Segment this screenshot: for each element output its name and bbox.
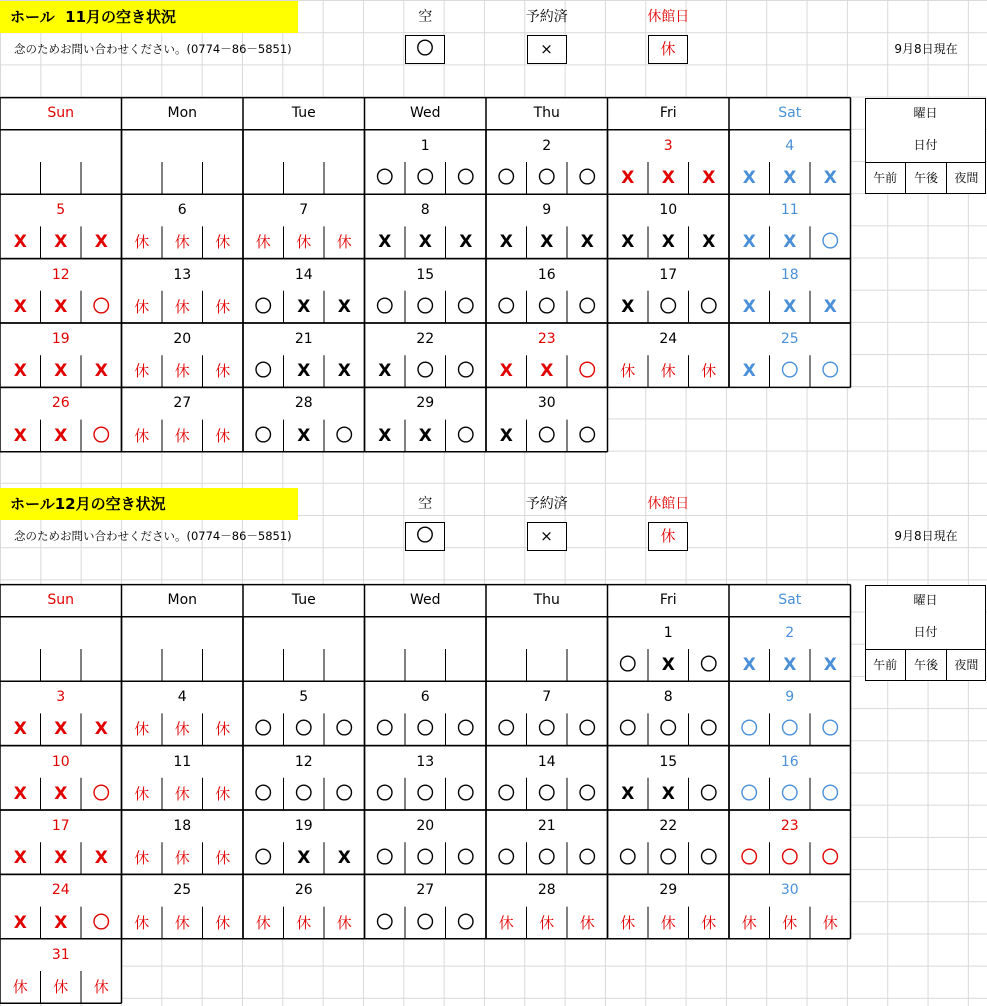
slot-afternoon-status[interactable]: X [54,425,68,446]
weekday-tue: Tue [291,104,316,121]
day-cell [365,617,487,681]
date-number: 10 [51,753,70,770]
date-number: 29 [659,882,678,899]
legend-available-symbol: 〇 [405,35,445,64]
legend-booked-label: 予約済 [525,496,568,512]
slot-night-status[interactable]: 休 [215,297,231,316]
slot-morning-status[interactable]: X [499,232,513,253]
date-number: 20 [173,331,192,347]
slot-afternoon-status[interactable]: 休 [782,913,798,932]
slot-night-status[interactable]: 〇 [700,848,718,869]
slot-night-status[interactable]: X [337,848,351,869]
legend-available-label: 空 [418,9,433,25]
date-number: 14 [294,266,313,283]
slot-afternoon-status[interactable]: 〇 [659,296,677,317]
slot-night-status[interactable]: 〇 [457,425,475,446]
date-number: 5 [299,689,309,706]
date-number: 9 [785,689,795,706]
legend-closed-symbol: 休 [648,35,688,64]
slot-afternoon-status[interactable]: X [54,912,68,933]
date-number: 7 [299,202,309,219]
slot-afternoon-status[interactable]: X [54,848,68,869]
date-number: 27 [416,882,435,899]
date-number: 11 [780,202,799,219]
slot-night-status[interactable]: X [94,232,108,253]
weekday-wed: Wed [409,591,441,608]
key-night: 夜間 [946,649,986,681]
slot-night-status[interactable]: 休 [215,426,231,445]
slot-morning-status[interactable]: 〇 [376,719,394,740]
key-night: 夜間 [946,162,986,194]
slot-morning-status[interactable]: 〇 [497,848,515,869]
weekday-sat: Sat [778,591,802,608]
weekday-thu: Thu [533,591,560,608]
date-number: 10 [659,202,678,219]
date-number: 15 [659,753,678,770]
slot-night-status[interactable]: 〇 [578,168,596,188]
slot-afternoon-status[interactable]: X [54,719,68,740]
slot-night-status[interactable]: 〇 [821,848,839,869]
date-number: 29 [416,395,435,412]
slot-night-status[interactable]: 〇 [821,232,839,253]
slot-night-status[interactable]: 〇 [335,425,353,446]
legend-available-symbol: 〇 [405,522,445,551]
slot-afternoon-status[interactable]: X [661,783,675,804]
slot-afternoon-status[interactable]: X [783,296,797,317]
date-number: 30 [780,882,799,899]
slot-morning-status[interactable]: 〇 [497,783,515,804]
slot-night-status[interactable]: 〇 [92,296,110,317]
date-number: 8 [663,689,673,706]
slot-night-status[interactable]: X [823,655,837,675]
slot-afternoon-status[interactable]: 〇 [781,848,799,869]
slot-morning-status[interactable]: 〇 [619,655,637,675]
date-number: 19 [51,331,70,347]
slot-night-status[interactable]: 〇 [335,783,353,804]
month-title: ホール 11月の空き状況 [0,1,298,33]
date-number: 12 [294,753,313,770]
date-number: 3 [663,137,673,154]
slot-night-status[interactable]: 〇 [821,783,839,804]
slot-afternoon-status[interactable]: X [297,848,311,869]
slot-morning-status[interactable]: X [742,655,756,675]
legend-booked-symbol: × [527,522,567,551]
slot-morning-status[interactable]: X [13,361,27,382]
slot-morning-status[interactable]: 休 [620,913,636,932]
slot-night-status[interactable]: 休 [215,720,231,739]
slot-afternoon-status[interactable]: 休 [174,784,190,803]
date-number: 15 [416,266,435,283]
slot-afternoon-status[interactable]: 〇 [295,783,313,804]
slot-afternoon-status[interactable]: 〇 [416,848,434,869]
slot-morning-status[interactable]: 〇 [497,719,515,740]
slot-night-status[interactable]: 〇 [457,168,475,188]
slot-morning-status[interactable]: X [742,361,756,382]
slot-afternoon-status[interactable]: X [418,425,432,446]
slot-morning-status[interactable]: 〇 [254,296,272,317]
slot-afternoon-status[interactable]: 休 [174,913,190,932]
date-number: 6 [420,689,430,706]
slot-afternoon-status[interactable]: 休 [174,233,190,252]
slot-morning-status[interactable]: 休 [498,913,514,932]
slot-morning-status[interactable]: X [13,232,27,253]
contact-note: 念のためお問い合わせください。(0774－86－5851) [14,529,292,544]
date-number: 2 [542,137,552,154]
date-number: 18 [780,266,799,283]
key-morning: 午前 [865,162,905,194]
slot-afternoon-status[interactable]: 〇 [781,361,799,382]
date-number: 16 [537,266,556,283]
slot-night-status[interactable]: X [337,296,351,317]
slot-night-status[interactable]: 休 [701,913,717,932]
slot-night-status[interactable]: 休 [701,362,717,381]
slot-afternoon-status[interactable]: X [540,361,554,382]
slot-morning-status[interactable]: 〇 [740,848,758,869]
legend-closed-symbol: 休 [648,522,688,551]
slot-afternoon-status[interactable]: X [661,168,675,188]
date-number: 19 [294,818,313,834]
slot-morning-status[interactable]: X [13,425,27,446]
key-weekday: 曜日 [913,592,938,607]
slot-morning-status[interactable]: X [621,232,635,253]
legend-booked-label: 予約済 [525,9,568,25]
date-number: 9 [542,202,552,219]
date-number: 27 [173,395,192,412]
slot-afternoon-status[interactable]: 休 [174,297,190,316]
slot-morning-status[interactable]: X [13,296,27,317]
date-number: 2 [785,624,795,641]
date-number: 21 [294,331,313,347]
date-number: 4 [177,689,187,706]
slot-night-status[interactable]: 休 [336,913,352,932]
slot-night-status[interactable]: X [337,361,351,382]
slot-afternoon-status[interactable]: 〇 [538,296,556,317]
slot-afternoon-status[interactable]: X [783,655,797,675]
day-cell [0,617,122,681]
slot-afternoon-status[interactable]: 休 [174,849,190,868]
slot-night-status[interactable]: X [94,848,108,869]
slot-morning-status[interactable]: X [378,232,392,253]
slot-afternoon-status[interactable]: X [54,296,68,317]
slot-night-status[interactable]: 休 [215,784,231,803]
date-number: 23 [537,331,556,347]
date-number: 3 [56,689,66,706]
slot-night-status[interactable]: X [94,361,108,382]
slot-afternoon-status[interactable]: X [54,361,68,382]
slot-afternoon-status[interactable]: 〇 [416,912,434,933]
day-cell [243,617,365,681]
slot-morning-status[interactable]: 〇 [740,783,758,804]
date-number: 8 [420,202,430,219]
date-number: 16 [780,753,799,770]
date-number: 22 [416,331,435,347]
date-number: 12 [51,266,70,283]
date-number: 5 [56,202,66,219]
slot-afternoon-status[interactable]: 休 [539,913,555,932]
legend-closed-label: 休館日 [647,9,690,25]
slot-night-status[interactable]: 〇 [821,361,839,382]
date-number: 1 [420,137,430,154]
slot-night-status[interactable]: 〇 [92,783,110,804]
slot-morning-status[interactable]: X [378,361,392,382]
slot-morning-status[interactable]: X [378,425,392,446]
slot-afternoon-status[interactable]: 〇 [538,719,556,740]
slot-night-status[interactable]: 〇 [578,848,596,869]
slot-night-status[interactable]: 休 [579,913,595,932]
legend-booked-symbol: × [527,35,567,64]
slot-night-status[interactable]: 〇 [457,783,475,804]
date-number: 21 [537,818,556,834]
slot-morning-status[interactable]: 〇 [497,168,515,188]
weekday-mon: Mon [167,104,198,121]
slot-night-status[interactable]: X [94,719,108,740]
slot-afternoon-status[interactable]: X [418,232,432,253]
slot-morning-status[interactable]: 〇 [376,783,394,804]
slot-morning-status[interactable]: 〇 [376,912,394,933]
weekday-tue: Tue [291,591,316,608]
slot-night-status[interactable]: 〇 [335,719,353,740]
slot-afternoon-status[interactable]: 〇 [538,783,556,804]
date-number: 25 [780,331,799,347]
key-weekday: 曜日 [913,105,938,120]
slot-morning-status[interactable]: 休 [134,784,150,803]
slot-afternoon-status[interactable]: 〇 [659,719,677,740]
slot-night-status[interactable]: 休 [215,913,231,932]
slot-night-status[interactable]: 〇 [578,783,596,804]
legend-closed-label: 休館日 [647,496,690,512]
slot-morning-status[interactable]: 休 [134,849,150,868]
slot-morning-status[interactable]: X [742,296,756,317]
slot-morning-status[interactable]: 〇 [619,719,637,740]
date-number: 1 [663,624,673,641]
contact-note: 念のためお問い合わせください。(0774－86－5851) [14,42,292,57]
slot-morning-status[interactable]: 休 [134,297,150,316]
date-number: 20 [416,818,435,834]
slot-afternoon-status[interactable]: 休 [660,362,676,381]
slot-morning-status[interactable]: 〇 [254,719,272,740]
slot-morning-status[interactable]: 休 [134,720,150,739]
date-number: 17 [51,818,70,834]
slot-morning-status[interactable]: 〇 [376,848,394,869]
slot-night-status[interactable]: 休 [215,849,231,868]
slot-morning-status[interactable]: 休 [134,426,150,445]
slot-morning-status[interactable]: 〇 [619,848,637,869]
slot-morning-status[interactable]: 休 [741,913,757,932]
slot-morning-status[interactable]: 〇 [740,719,758,740]
date-number: 17 [659,266,678,283]
slot-night-status[interactable]: 休 [215,233,231,252]
slot-morning-status[interactable]: 〇 [254,425,272,446]
slot-afternoon-status[interactable]: X [783,168,797,188]
slot-afternoon-status[interactable]: 休 [296,913,312,932]
slot-morning-status[interactable]: X [13,783,27,804]
slot-night-status[interactable]: 〇 [700,783,718,804]
date-number: 14 [537,753,556,770]
slot-morning-status[interactable]: X [742,168,756,188]
date-number: 18 [173,818,192,834]
slot-night-status[interactable]: 〇 [457,296,475,317]
day-cell [486,617,608,681]
slot-afternoon-status[interactable]: 休 [174,362,190,381]
key-morning: 午前 [865,649,905,681]
weekday-sat: Sat [778,104,802,121]
slot-afternoon-status[interactable]: 〇 [416,361,434,382]
date-number: 22 [659,818,678,834]
slot-night-status[interactable]: 〇 [578,719,596,740]
slot-afternoon-status[interactable]: X [661,232,675,253]
slot-morning-status[interactable]: 休 [134,913,150,932]
slot-afternoon-status[interactable]: X [54,232,68,253]
day-cell [243,130,365,194]
weekday-fri: Fri [659,104,677,121]
key-afternoon: 午後 [905,649,945,681]
slot-morning-status[interactable]: 〇 [254,361,272,382]
month-title: ホール12月の空き状況 [0,488,298,520]
day-cell [0,130,122,194]
slot-night-status[interactable]: 〇 [578,425,596,446]
slot-afternoon-status[interactable]: X [54,783,68,804]
slot-morning-status[interactable]: 〇 [376,168,394,188]
slot-night-status[interactable]: X [459,232,473,253]
slot-afternoon-status[interactable]: 〇 [659,848,677,869]
slot-afternoon-status[interactable]: 〇 [416,719,434,740]
slot-morning-status[interactable]: 休 [620,362,636,381]
weekday-wed: Wed [409,104,441,121]
slot-afternoon-status[interactable]: 休 [53,978,69,996]
date-number: 31 [51,946,70,963]
date-number: 11 [173,753,192,770]
slot-afternoon-status[interactable]: X [297,361,311,382]
slot-night-status[interactable]: 〇 [457,848,475,869]
slot-afternoon-status[interactable]: 〇 [538,848,556,869]
date-number: 24 [51,882,70,899]
slot-afternoon-status[interactable]: X [540,232,554,253]
slot-afternoon-status[interactable]: X [783,232,797,253]
key-afternoon: 午後 [905,162,945,194]
date-number: 24 [659,331,678,347]
date-number: 28 [537,882,556,899]
slot-afternoon-status[interactable]: 〇 [538,168,556,188]
slot-night-status[interactable]: 〇 [700,719,718,740]
slot-morning-status[interactable]: 〇 [497,296,515,317]
slot-night-status[interactable]: 〇 [92,912,110,933]
date-number: 28 [294,395,313,412]
date-number: 7 [542,689,552,706]
slot-afternoon-status[interactable]: X [297,425,311,446]
weekday-sun: Sun [47,591,75,608]
as-of-date: 9月8日現在 [894,42,958,57]
slot-night-status[interactable]: 休 [93,978,109,996]
slot-afternoon-status[interactable]: 〇 [416,783,434,804]
slot-afternoon-status[interactable]: 〇 [295,719,313,740]
slot-morning-status[interactable]: X [13,912,27,933]
slot-night-status[interactable]: X [823,296,837,317]
slot-night-status[interactable]: 〇 [457,912,475,933]
slot-afternoon-status[interactable]: 〇 [538,425,556,446]
weekday-fri: Fri [659,591,677,608]
date-number: 4 [785,137,795,154]
date-number: 30 [537,395,556,412]
date-number: 25 [173,882,192,899]
slot-morning-status[interactable]: 〇 [254,783,272,804]
day-cell [122,130,244,194]
slot-afternoon-status[interactable]: 休 [174,720,190,739]
slot-morning-status[interactable]: X [621,168,635,188]
slot-morning-status[interactable]: X [499,425,513,446]
slot-morning-status[interactable]: X [13,848,27,869]
slot-night-status[interactable]: 〇 [578,361,596,382]
date-number: 13 [173,266,192,283]
date-number: 6 [177,202,187,219]
slot-afternoon-status[interactable]: 〇 [416,296,434,317]
slot-morning-status[interactable]: X [13,719,27,740]
weekday-thu: Thu [533,104,560,121]
slot-night-status[interactable]: 〇 [700,655,718,675]
key-date: 日付 [913,624,938,639]
slot-afternoon-status[interactable]: 〇 [781,719,799,740]
slot-night-status[interactable]: 〇 [457,719,475,740]
slot-morning-status[interactable]: X [742,232,756,253]
slot-afternoon-status[interactable]: 休 [174,426,190,445]
slot-morning-status[interactable]: X [621,783,635,804]
slot-morning-status[interactable]: 休 [134,362,150,381]
weekday-mon: Mon [167,591,198,608]
as-of-date: 9月8日現在 [894,529,958,544]
slot-morning-status[interactable]: 休 [134,233,150,252]
slot-afternoon-status[interactable]: X [661,655,675,675]
slot-night-status[interactable]: 休 [336,233,352,252]
slot-afternoon-status[interactable]: 休 [296,233,312,252]
slot-night-status[interactable]: 〇 [700,296,718,317]
slot-night-status[interactable]: 休 [822,913,838,932]
slot-morning-status[interactable]: X [499,361,513,382]
date-number: 26 [294,882,313,899]
slot-morning-status[interactable]: 休 [255,913,271,932]
slot-night-status[interactable]: 〇 [578,296,596,317]
slot-night-status[interactable]: 休 [215,362,231,381]
slot-night-status[interactable]: 〇 [92,425,110,446]
slot-morning-status[interactable]: 休 [255,233,271,252]
slot-night-status[interactable]: X [823,168,837,188]
slot-afternoon-status[interactable]: 休 [660,913,676,932]
slot-night-status[interactable]: 〇 [457,361,475,382]
slot-afternoon-status[interactable]: 〇 [781,783,799,804]
date-number: 26 [51,395,70,412]
legend-available-label: 空 [418,496,433,512]
slot-afternoon-status[interactable]: 〇 [416,168,434,188]
slot-morning-status[interactable]: 〇 [376,296,394,317]
day-cell [122,617,244,681]
date-number: 13 [416,753,435,770]
slot-night-status[interactable]: X [580,232,594,253]
date-number: 23 [780,818,799,834]
key-date: 日付 [913,137,938,152]
weekday-sun: Sun [47,104,75,121]
slot-night-status[interactable]: X [702,232,716,253]
slot-morning-status[interactable]: X [621,296,635,317]
slot-night-status[interactable]: X [702,168,716,188]
slot-afternoon-status[interactable]: X [297,296,311,317]
slot-morning-status[interactable]: 〇 [254,848,272,869]
slot-morning-status[interactable]: 休 [12,978,28,996]
slot-night-status[interactable]: 〇 [821,719,839,740]
